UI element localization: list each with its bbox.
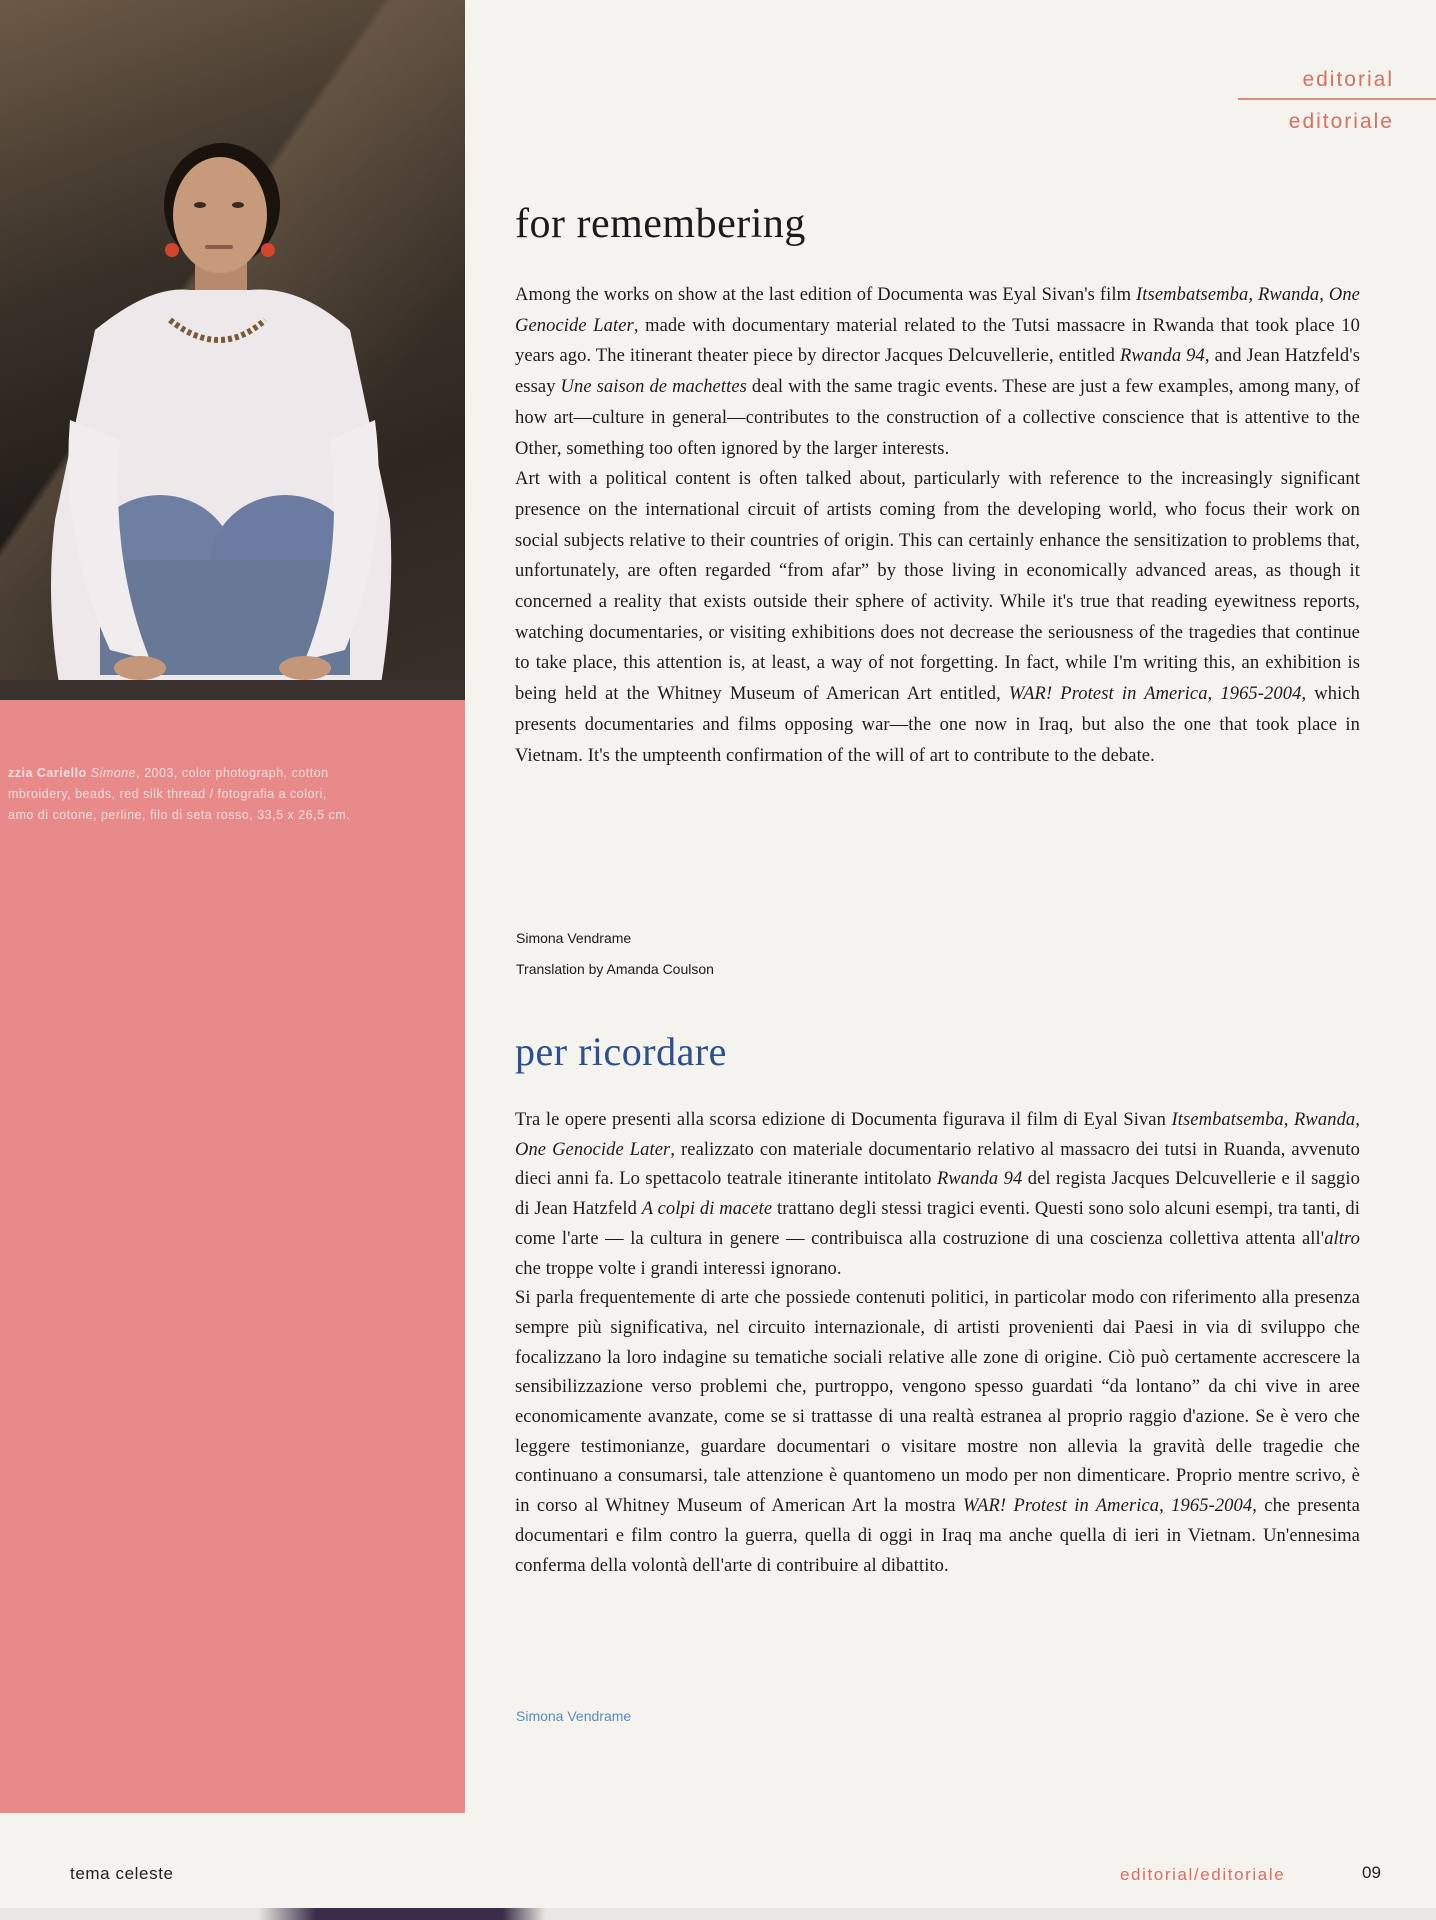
text-run: del regista Jacques Delcuvellerie e il saggio di Jean Hatzfeld (515, 1169, 1360, 1220)
caption-line-2: mbroidery, beads, red silk thread / fotografia a colori, (8, 787, 327, 801)
author-signature: Simona Vendrame (516, 930, 632, 946)
footer-section: editorial/editoriale (1120, 1865, 1286, 1884)
play-title: Rwanda 94 (936, 1169, 1023, 1190)
caption-panel (0, 700, 465, 1813)
text-run: che troppe volte i grandi interessi ignorano. (515, 1258, 842, 1279)
text-run: , and Jean Hatzfeld's essay (515, 346, 1361, 398)
page-edge (0, 1908, 1436, 1920)
play-title: Rwanda 94 (1119, 346, 1205, 367)
text-run: Si parla frequentemente di arte che possiede contenuti politici, in particolar modo con riferimento alla presenza sempre più significativa, nel circuito internazionale, di artisti provenienti dai Paesi in via di sviluppo che focalizzano la loro indagine su tematiche sociali relative alle zone di origine. Ciò può certamente accrescere la sensibilizzazione verso problemi che, purtroppo, vengono spesso guardati “da lontano” da chi vive in aree economicamente avanzate, come se si trattasse di una realtà estranea al proprio raggio d'azione. Se è vero che leggere testimonianze, guardare documentari o visitare mostre non allevia la gravità delle tragedie che continuano a consumarsi, tale attenzione è quantomeno un modo per non dimenticare. Proprio mentre scrivo, è in corso al Whitney Museum of American Art la mostra (515, 1288, 1360, 1517)
essay-title: Une saison de machettes (560, 377, 747, 398)
caption-details: , 2003, color photograph, cotton (136, 766, 329, 780)
page-number: 09 (1362, 1863, 1381, 1882)
translation-credit: Translation by Amanda Coulson (516, 961, 714, 977)
article-body-italian (515, 1106, 1360, 1581)
exhibition-title: WAR! Protest in America, 1965-2004 (962, 1496, 1253, 1517)
text-run: trattano degli stessi tragici eventi. Questi sono solo alcuni esempi, tra tanti, di come l'arte — la cultura in genere — contribuisca alla costruzione di una coscienza collettiva attenta all' (515, 1199, 1360, 1249)
film-title: Itsembatsemba, Rwanda, One Genocide Later (515, 1110, 1360, 1160)
text-run: , made with documentary material related to the Tutsi massacre in Rwanda that took place 10 years ago. The itinerant theater piece by director Jacques Delcuvellerie, entitled (515, 315, 1360, 367)
article-body-english (515, 280, 1360, 771)
caption-title: Simone (90, 766, 137, 780)
caption-line-1 (8, 763, 420, 784)
paragraph-2 (515, 464, 1360, 771)
photo-caption (8, 763, 420, 826)
portrait-photo (0, 0, 465, 700)
film-title: Itsembatsemba, Rwanda, One Genocide Later (515, 285, 1360, 336)
text-run: Art with a political content is often talked about, particularly with reference to the increasingly significant presence on the international circuit of artists coming from the developing world, who focus their work on social subjects relative to their countries of origin. This can certainly enhance the sensitization to problems that, unfortunately, are often regarded “from afar” by those living in economically advanced areas, as though it concerned a reality that exists outside their sphere of activity. While it's true that reading eyewitness reports, watching documentaries, or visiting exhibitions does not decrease the seriousness of the tragedies that continue to take place, this attention is, at least, a way of not forgetting. In fact, while I'm writing this, an exhibition is being held at the Whitney Museum of American Art entitled, (515, 469, 1360, 705)
paragraph-2 (515, 1284, 1360, 1581)
exhibition-title: WAR! Protest in America, 1965-2004 (1008, 684, 1302, 705)
paragraph-1 (515, 1106, 1360, 1284)
section-label-italian: editoriale (1288, 110, 1394, 133)
caption-artist: zzia Cariello (8, 766, 87, 780)
text-run: Among the works on show at the last edition of Documenta was Eyal Sivan's film (515, 285, 1137, 305)
essay-title: A colpi di macete (641, 1199, 773, 1220)
emphasis: altro (1324, 1228, 1360, 1249)
text-run: Tra le opere presenti alla scorsa edizione di Documenta figurava il film di Eyal Sivan (515, 1110, 1172, 1130)
text-run: , che presenta documentari e film contro la guerra, quella di oggi in Iraq ma anche quella di ieri in Vietnam. Un'ennesima conferma della volontà dell'arte di contribuire al dibattito. (515, 1496, 1360, 1576)
portrait-figure (0, 0, 465, 700)
caption-line-3: amo di cotone, perline, filo di seta rosso, 33,5 x 26,5 cm. (8, 808, 351, 822)
magazine-name: tema celeste (70, 1864, 174, 1883)
text-run: deal with the same tragic events. These are just a few examples, among many, of how art—culture in general—contributes to the construction of a collective conscience that is attentive to the Other, something too often ignored by the larger interests. (515, 377, 1360, 459)
text-run: , realizzato con materiale documentario relativo al massacro dei tutsi in Ruanda, avvenuto dieci anni fa. Lo spettacolo teatrale itinerante intitolato (515, 1139, 1360, 1190)
text-run: , which presents documentaries and films opposing war—the one now in Iraq, but also the one that took place in Vietnam. It's the umpteenth confirmation of the will of art to contribute to the debate. (515, 684, 1360, 766)
author-signature-italian: Simona Vendrame (516, 1708, 632, 1724)
article-title-italian: per ricordare (515, 1029, 727, 1074)
section-label-english: editorial (1302, 68, 1394, 91)
article-title-english: for remembering (515, 201, 806, 247)
paragraph-1 (515, 280, 1360, 464)
section-label-divider (1238, 98, 1436, 100)
